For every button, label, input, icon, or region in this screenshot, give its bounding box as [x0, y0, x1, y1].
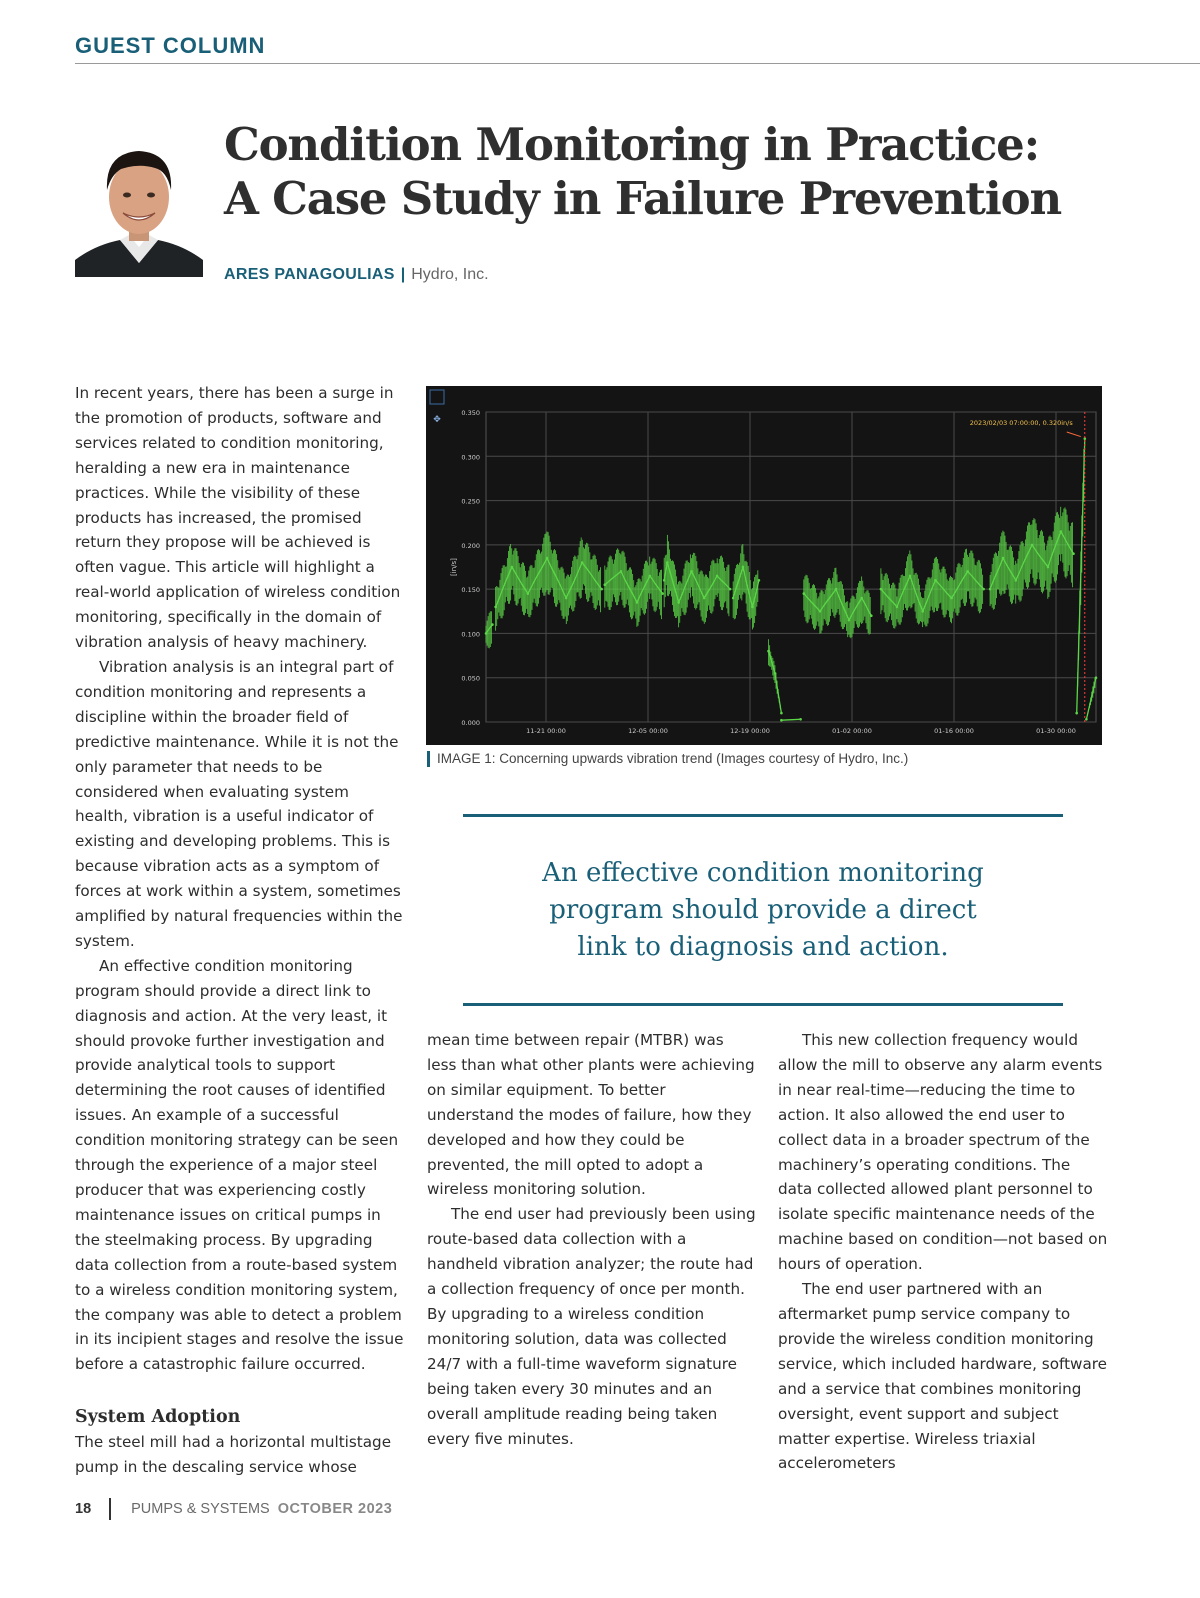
y-tick-label: 0.350: [461, 409, 480, 417]
x-tick-label: 01-02 00:00: [832, 727, 872, 735]
y-tick-label: 0.100: [461, 630, 480, 639]
subheading: System Adoption: [75, 1407, 241, 1428]
issue-date: OCTOBER 2023: [277, 1501, 393, 1517]
author-organization: Hydro, Inc.: [411, 266, 489, 283]
pull-quote-line: An effective condition monitoring: [542, 858, 984, 888]
author-portrait: [75, 135, 203, 277]
paragraph: In recent years, there has been a surge in the promotion of products, software and services related to condition monitoring, heralding a new era in maintenance practices. While the visibility of these products has increased, the promised return they propose will be achieved is often vague. This article will highlight a real-world application of wireless condition monitoring, specifically in the domain of vibration analysis of heavy machinery.: [75, 384, 401, 652]
pull-quote-rule-bottom: [463, 1003, 1063, 1006]
annotation-label: 2023/02/03 07:00:00, 0.320in/s: [969, 419, 1073, 427]
chart-canvas: [426, 386, 1102, 745]
byline-separator: |: [400, 266, 406, 283]
article-title: [224, 118, 1184, 226]
y-tick-label: 0.150: [461, 586, 480, 595]
article-column-3: [778, 1028, 1108, 1476]
x-tick-label: 11-21 00:00: [526, 727, 566, 735]
author-portrait-illustration: [75, 135, 203, 277]
pull-quote-rule-top: [463, 814, 1063, 817]
paragraph: Vibration analysis is an integral part of condition monitoring and represents a discipline within the broader field of predictive maintenance. While it is not the only parameter that needs to be considered when evaluating system health, vibration is a useful indicator of existing and developing problems. This is because vibration acts as a symptom of forces at work within a system, sometimes amplified by natural frequencies within the system.: [75, 657, 403, 950]
section-label: GUEST COLUMN: [75, 33, 266, 58]
x-tick-label: 12-19 00:00: [730, 727, 770, 735]
paragraph: The end user partnered with an aftermarket pump service company to provide the wireless condition monitoring service, which included hardware, software and a service that combines monitoring oversight, event support and subject matter expertise. Wireless triaxial accelerometers: [778, 1280, 1108, 1473]
data-point: [780, 712, 783, 715]
article-title-line: A Case Study in Failure Prevention: [224, 172, 1061, 225]
vibration-trend-chart: [426, 386, 1102, 745]
paragraph: This new collection frequency would allow the mill to observe any alarm events in near real-time—reducing the time to action. It also allowed the end user to collect data in a broader spectrum of the machinery’s operating conditions. The data collected allowed plant personnel to isolate specific maintenance needs of the machine based on condition—not based on hours of operation.: [778, 1031, 1108, 1274]
article-column-1: [75, 381, 405, 1480]
y-tick-label: 0.000: [461, 719, 480, 727]
pull-quote-line: program should provide a direct: [549, 895, 977, 925]
y-axis-label: [in/s]: [450, 558, 458, 576]
y-tick-label: 0.050: [461, 674, 480, 683]
section-divider: [75, 63, 1200, 64]
publication-name: PUMPS & SYSTEMS: [131, 1501, 270, 1517]
byline: [224, 266, 489, 284]
paragraph: An effective condition monitoring program should provide a direct link to diagnosis and action. At the very least, it should provoke further investigation and provide analytical tools to support determining the root causes of identified issues. An example of a successful condition monitoring strategy can be seen through the experience of a major steel producer that was experiencing costly maintenance issues on critical pumps in the steelmaking process. By upgrading data collection from a route-based system to a wireless condition monitoring system, the company was able to detect a problem in its incipient stages and resolve the issue before a catastrophic failure occurred.: [75, 956, 404, 1374]
paragraph: mean time between repair (MTBR) was less than what other plants were achieving on similar equipment. To better understand the modes of failure, how they developed and how they could be prevented, the mill opted to adopt a wireless monitoring solution.: [427, 1031, 755, 1199]
y-tick-label: 0.300: [461, 453, 480, 462]
move-icon: ✥: [433, 415, 441, 425]
x-tick-label: 01-30 00:00: [1036, 727, 1076, 735]
pull-quote-line: link to diagnosis and action.: [577, 932, 949, 962]
footer-divider: [109, 1498, 111, 1520]
x-tick-label: 12-05 00:00: [628, 727, 668, 735]
pull-quote: [463, 855, 1063, 966]
paragraph: The end user had previously been using route-based data collection with a handheld vibration analyzer; the route had a collection frequency of once per month. By upgrading to a wireless condition monitoring solution, data was collected 24/7 with a full-time waveform signature being taken every 30 minutes and an overall amplitude reading being taken every five minutes.: [427, 1205, 756, 1448]
page-number: 18: [75, 1501, 92, 1517]
paragraph: The steel mill had a horizontal multistage pump in the descaling service whose: [75, 1433, 392, 1477]
page-footer: [75, 1498, 392, 1520]
article-column-2: [427, 1028, 757, 1451]
y-tick-label: 0.250: [461, 497, 480, 506]
article-title-line: Condition Monitoring in Practice:: [224, 118, 1039, 171]
x-tick-label: 01-16 00:00: [934, 727, 974, 735]
figure-caption: IMAGE 1: Concerning upwards vibration trend (Images courtesy of Hydro, Inc.): [427, 751, 908, 767]
y-tick-label: 0.200: [461, 541, 480, 550]
author-name: ARES PANAGOULIAS: [224, 266, 395, 283]
